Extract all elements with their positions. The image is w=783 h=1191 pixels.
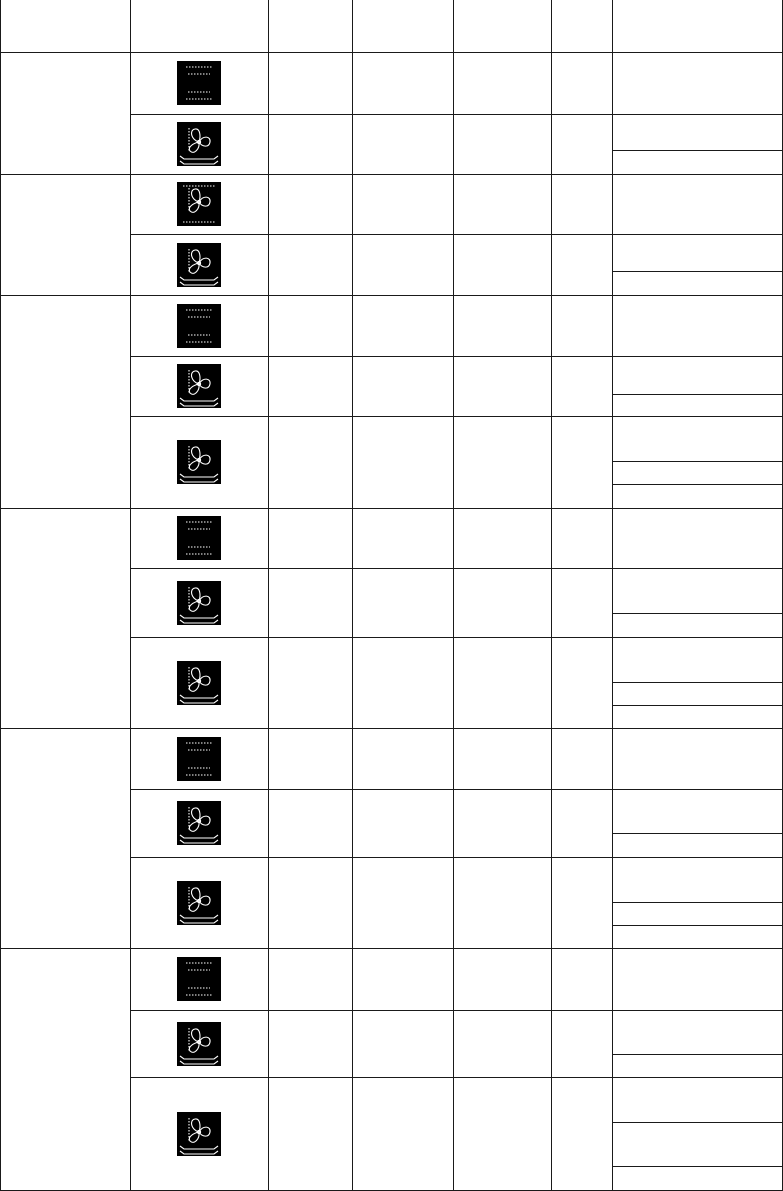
fan-assisted-tray-icon [177,364,221,408]
subrow-rule [612,833,783,834]
row-rule [130,1077,783,1078]
fan-assisted-tray-icon [177,122,221,166]
row-rule [130,1010,783,1011]
header-cell-3 [268,0,352,52]
row-rule [130,789,783,790]
row-rule [130,637,783,638]
conventional-heat-icon [177,304,221,348]
subrow-rule [612,705,783,706]
column-rule [268,0,269,1191]
row-rule [130,356,783,357]
group-rule [0,295,783,296]
fan-assisted-tray-icon [177,581,221,625]
fan-assisted-tray-icon [177,1112,221,1156]
fan-assisted-tray-icon [177,881,221,925]
group-rule [0,728,783,729]
subrow-rule [612,682,783,683]
group-rule [0,948,783,949]
column-rule [0,0,1,1191]
subrow-rule [612,1166,783,1167]
row-rule [130,234,783,235]
subrow-rule [612,925,783,926]
fan-assisted-tray-icon [177,243,221,287]
row-rule [130,857,783,858]
column-rule [352,0,353,1191]
header-cell-5 [453,0,551,52]
row-rule [130,568,783,569]
subrow-rule [612,613,783,614]
header-cell-2 [130,0,268,52]
header-cell-6 [551,0,612,52]
column-rule [551,0,552,1191]
fan-assisted-tray-icon [177,1022,221,1066]
subrow-rule [612,1122,783,1123]
fan-assisted-icon [177,182,221,226]
group-rule [0,174,783,175]
subrow-rule [612,1054,783,1055]
column-rule [130,0,131,1191]
fan-assisted-tray-icon [177,440,221,484]
subrow-rule [612,394,783,395]
conventional-heat-icon [177,516,221,560]
subrow-rule [612,271,783,272]
header-cell-1 [0,0,130,52]
row-rule [130,416,783,417]
column-rule [612,0,613,1191]
subrow-rule [612,484,783,485]
conventional-heat-icon [177,61,221,105]
fan-assisted-tray-icon [177,801,221,845]
conventional-heat-icon [177,957,221,1001]
group-rule [0,508,783,509]
subrow-rule [612,150,783,151]
fan-assisted-tray-icon [177,661,221,705]
subrow-rule [612,461,783,462]
row-rule [130,114,783,115]
column-rule [453,0,454,1191]
group-rule [0,52,783,53]
header-cell-7 [612,0,783,52]
conventional-heat-icon [177,737,221,781]
subrow-rule [612,902,783,903]
header-cell-4 [352,0,453,52]
